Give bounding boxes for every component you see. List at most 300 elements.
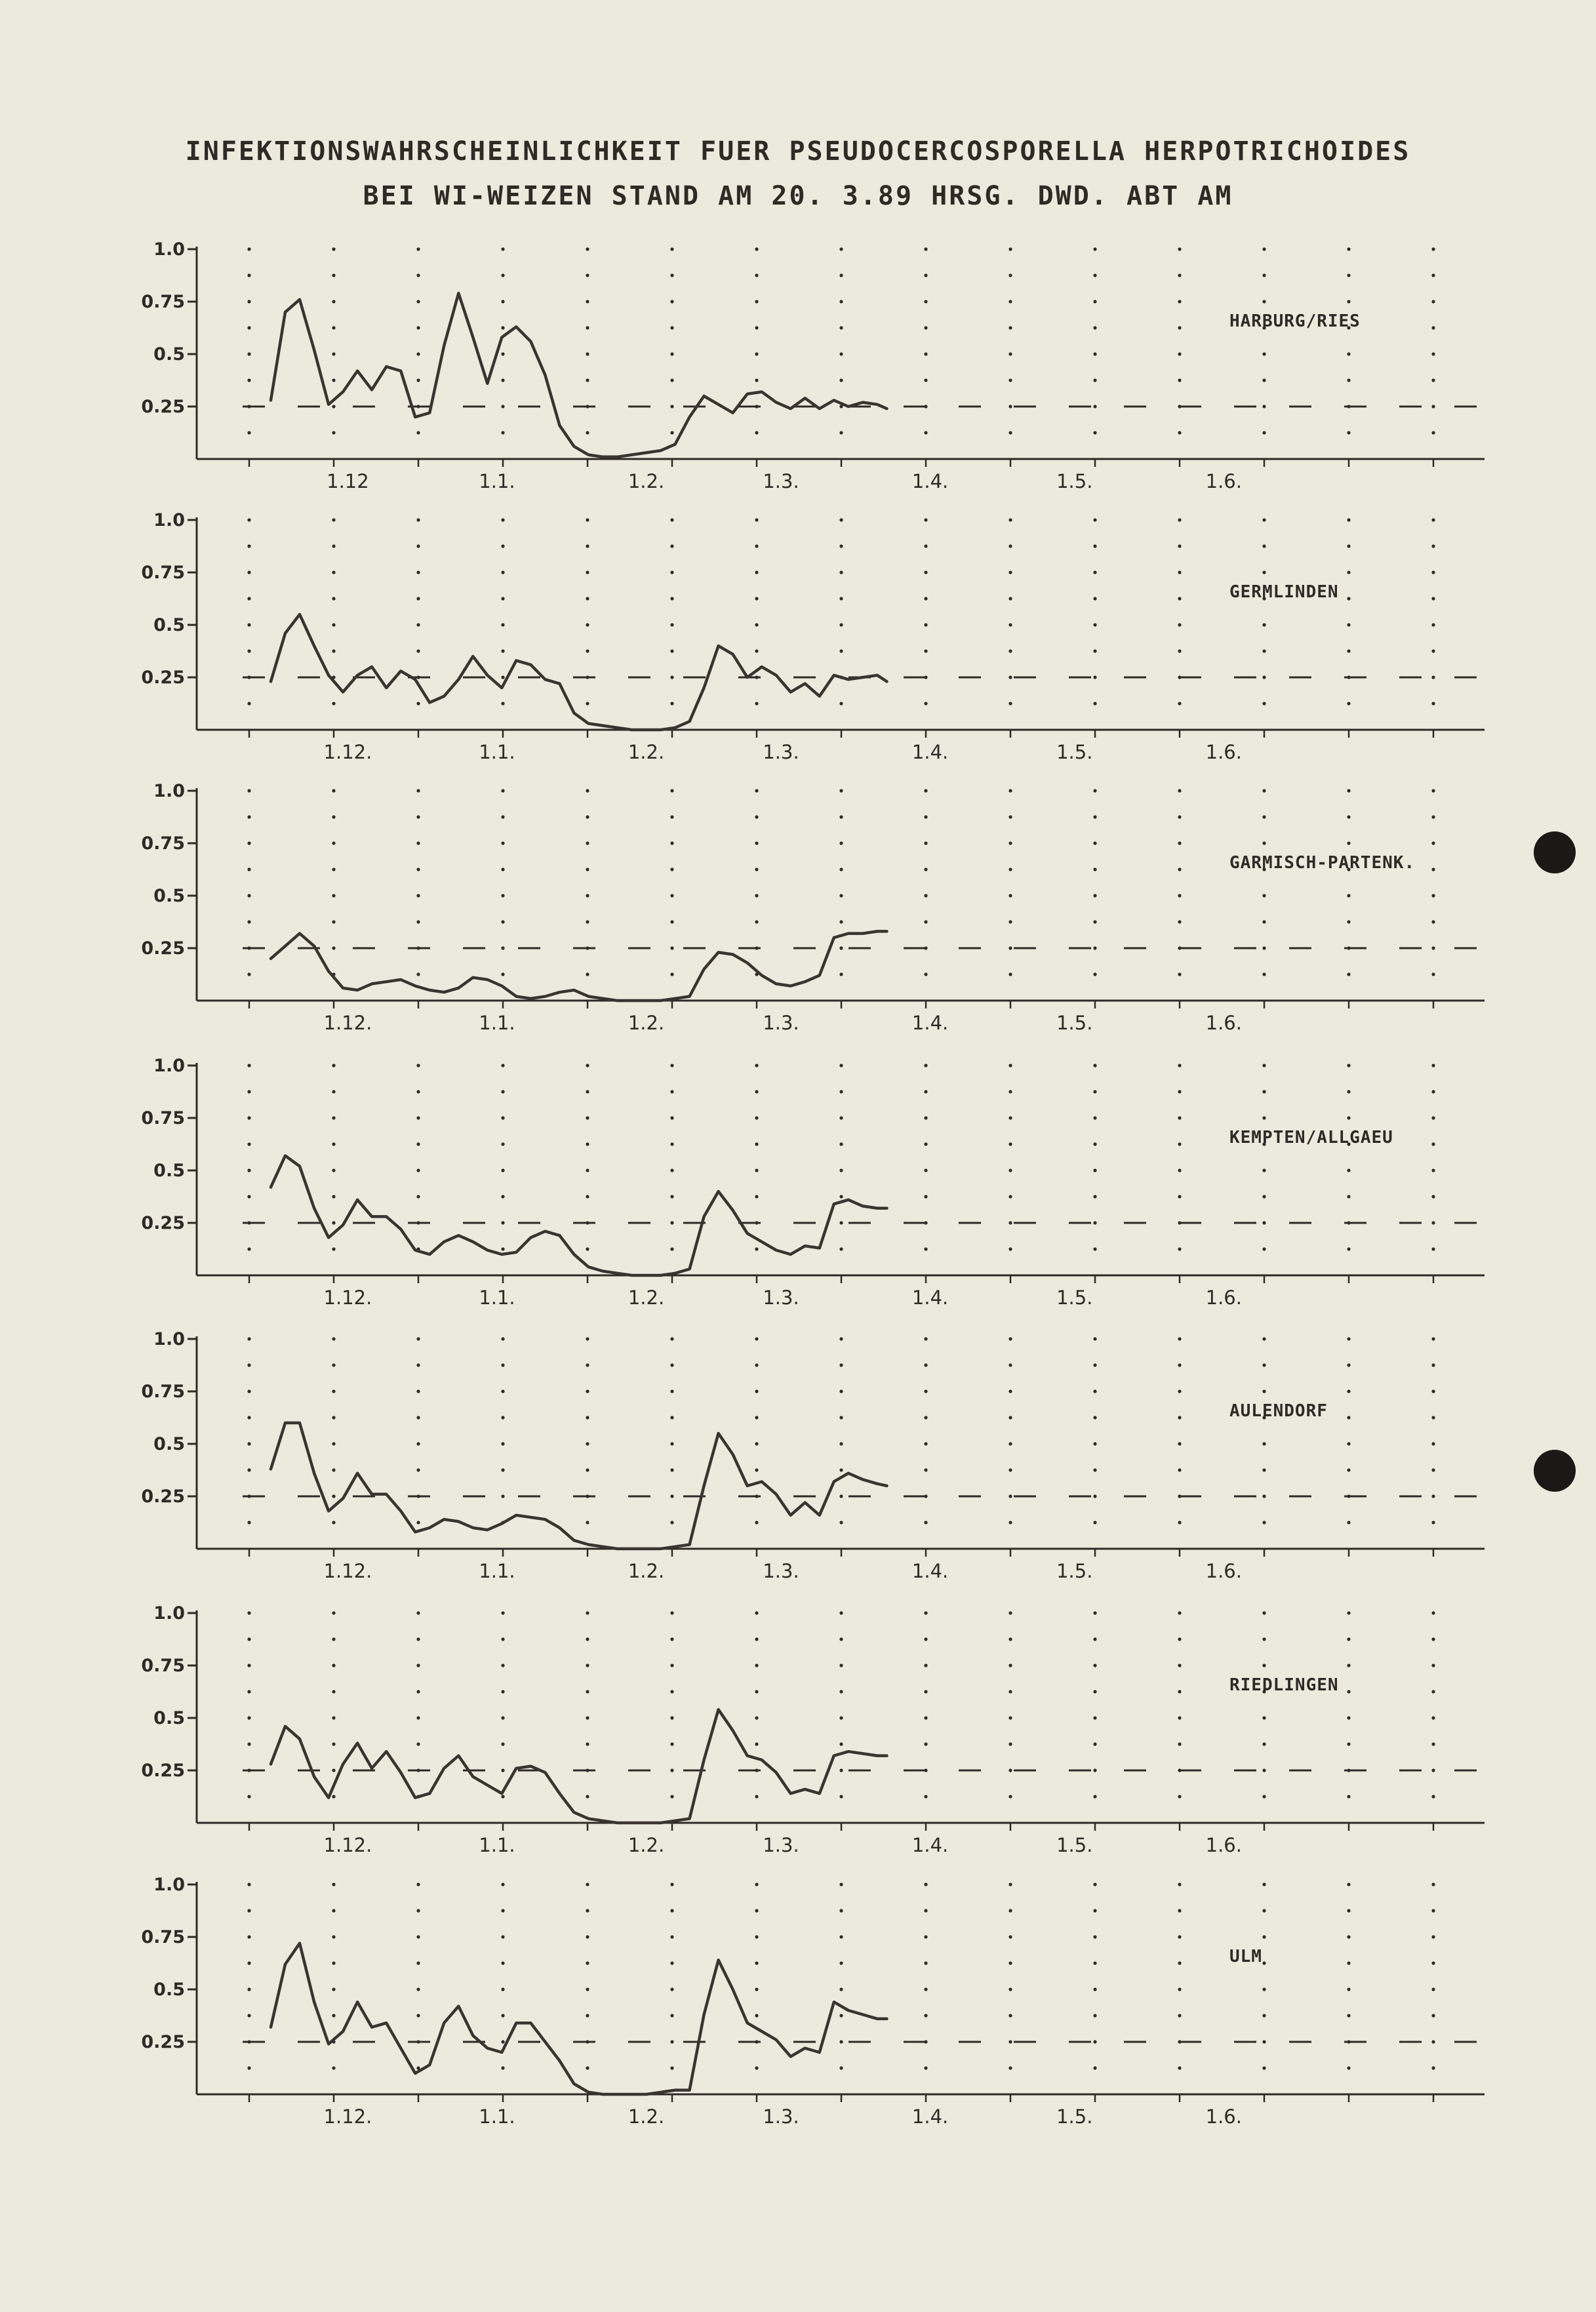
grid-dot [1431,1795,1435,1798]
grid-dot [1347,1389,1350,1393]
grid-dot [1008,649,1012,652]
grid-dot [416,1116,420,1119]
grid-dot [247,1742,250,1745]
grid-dot [416,1935,420,1938]
grid-dot [416,1987,420,1991]
grid-dot [1008,1716,1012,1719]
grid-dot [416,544,420,548]
grid-dot [1093,1221,1096,1224]
grid-dot [1262,841,1266,845]
grid-dot [247,1987,250,1991]
grid-dot [755,1883,758,1886]
grid-dot [839,2014,843,2017]
grid-dot [1178,1363,1181,1366]
grid-dot [755,649,758,652]
grid-dot [1178,352,1181,355]
grid-dot [1093,544,1096,548]
grid-dot [924,1795,927,1798]
grid-dot [501,867,504,871]
grid-dot [670,405,673,408]
grid-dot [670,597,673,600]
grid-dot [1431,1611,1435,1614]
grid-dot [839,1883,843,1886]
grid-dot [332,1142,335,1146]
grid-dot [1178,1116,1181,1119]
grid-dot [1431,815,1435,818]
x-tick-label: 1.6. [1205,741,1242,763]
y-tick-label: 1.0 [153,1329,185,1349]
x-tick-label: 1.2. [628,741,665,763]
grid-dot [1008,1442,1012,1445]
grid-dot [1178,1664,1181,1667]
grid-dot [1093,352,1096,355]
x-tick-label: 1.1. [479,470,515,492]
grid-dot [924,649,927,652]
grid-dot [416,378,420,382]
grid-dot [1093,1168,1096,1172]
grid-dot [1008,789,1012,792]
grid-dot [586,1468,589,1471]
grid-dot [416,649,420,652]
grid-dot [586,894,589,897]
grid-dot [1431,1363,1435,1366]
grid-dot [755,1090,758,1093]
grid-dot [1093,946,1096,949]
grid-dot [1178,1742,1181,1745]
grid-dot [1008,1909,1012,1912]
grid-dot [1347,920,1350,923]
grid-dot [670,867,673,871]
y-tick-label: 0.75 [141,563,185,583]
grid-dot [1008,1337,1012,1340]
grid-dot [1262,273,1266,277]
data-curve-3 [271,931,887,1001]
grid-dot [1431,1221,1435,1224]
station-label: HARBURG/RIES [1229,311,1361,331]
grid-dot [332,1221,335,1224]
grid-dot [1431,1521,1435,1524]
grid-dot [1347,1442,1350,1445]
grid-dot [755,1247,758,1250]
grid-dot [416,300,420,303]
grid-dot [1093,2040,1096,2043]
grid-dot [1431,841,1435,845]
grid-dot [586,1795,589,1798]
grid-dot [586,378,589,382]
grid-dot [586,1716,589,1719]
grid-dot [755,1716,758,1719]
grid-dot [416,1064,420,1067]
grid-dot [670,1742,673,1745]
grid-dot [1262,1521,1266,1524]
grid-dot [839,1142,843,1146]
grid-dot [1431,1468,1435,1471]
y-tick-label: 0.25 [141,397,185,417]
grid-dot [1347,1742,1350,1745]
grid-dot [1093,1363,1096,1366]
grid-dot [501,1611,504,1614]
grid-dot [1093,326,1096,329]
grid-dot [924,789,927,792]
grid-dot [755,1664,758,1667]
grid-dot [670,1090,673,1093]
grid-dot [1008,378,1012,382]
grid-dot [1093,702,1096,705]
grid-dot [755,1961,758,1964]
grid-dot [755,2014,758,2017]
x-tick-label: 1.12. [323,1560,372,1582]
grid-dot [1093,1494,1096,1498]
grid-dot [755,1389,758,1393]
y-tick-label: 0.5 [153,1708,185,1728]
grid-dot [755,841,758,845]
grid-dot [1347,273,1350,277]
grid-dot [247,597,250,600]
grid-dot [839,1716,843,1719]
grid-dot [670,972,673,976]
grid-dot [247,326,250,329]
grid-dot [755,867,758,871]
grid-dot [1347,1961,1350,1964]
grid-dot [1262,405,1266,408]
grid-dot [332,1690,335,1693]
y-tick-label: 0.5 [153,1980,185,2000]
grid-dot [1347,702,1350,705]
y-tick-label: 0.75 [141,833,185,854]
grid-dot [839,1909,843,1912]
grid-dot [755,352,758,355]
grid-dot [1008,972,1012,976]
grid-dot [1178,570,1181,574]
grid-dot [247,1664,250,1667]
y-tick-label: 0.75 [141,1382,185,1402]
grid-dot [247,1090,250,1093]
grid-dot [1008,1883,1012,1886]
x-tick-label: 1.5. [1056,1560,1093,1582]
y-tick-label: 0.75 [141,1927,185,1947]
grid-dot [924,920,927,923]
grid-dot [416,1337,420,1340]
grid-dot [755,544,758,548]
grid-dot [755,1195,758,1198]
grid-dot [1093,675,1096,679]
grid-dot [501,789,504,792]
grid-dot [924,1521,927,1524]
grid-dot [501,1987,504,1991]
grid-dot [839,597,843,600]
x-tick-label: 1.12. [323,1286,372,1309]
grid-dot [1431,1195,1435,1198]
grid-dot [416,518,420,521]
grid-dot [839,920,843,923]
grid-dot [332,1637,335,1641]
grid-dot [1093,1416,1096,1419]
y-tick-label: 0.5 [153,344,185,365]
grid-dot [755,1637,758,1641]
chart-panel-4 [141,1056,1485,1309]
grid-dot [416,570,420,574]
grid-dot [924,1064,927,1067]
grid-dot [755,597,758,600]
grid-dot [332,378,335,382]
grid-dot [1347,649,1350,652]
grid-dot [332,815,335,818]
grid-dot [1093,570,1096,574]
grid-dot [1347,972,1350,976]
grid-dot [501,1935,504,1938]
grid-dot [586,1961,589,1964]
grid-dot [586,1521,589,1524]
grid-dot [1093,1468,1096,1471]
grid-dot [1431,1442,1435,1445]
grid-dot [670,894,673,897]
grid-dot [755,1742,758,1745]
grid-dot [1347,894,1350,897]
grid-dot [1178,544,1181,548]
grid-dot [247,1116,250,1119]
grid-dot [501,1690,504,1693]
grid-dot [755,815,758,818]
grid-dot [839,815,843,818]
grid-dot [670,1716,673,1719]
x-tick-label: 1.2. [628,1286,665,1309]
grid-dot [332,1247,335,1250]
grid-dot [1093,2066,1096,2069]
x-tick-label: 1.6. [1205,470,1242,492]
grid-dot [586,1935,589,1938]
data-curve-6 [271,1709,887,1823]
grid-dot [332,597,335,600]
grid-dot [332,431,335,434]
grid-dot [501,623,504,626]
grid-dot [839,273,843,277]
grid-dot [1008,597,1012,600]
grid-dot [247,431,250,434]
grid-dot [839,1987,843,1991]
y-tick-label: 0.5 [153,1434,185,1454]
chart-panel-5 [141,1329,1485,1582]
grid-dot [1178,789,1181,792]
grid-dot [1431,702,1435,705]
grid-dot [839,789,843,792]
grid-dot [416,1195,420,1198]
grid-dot [586,1690,589,1693]
grid-dot [1262,1909,1266,1912]
grid-dot [1431,1337,1435,1340]
grid-dot [1008,1221,1012,1224]
grid-dot [670,1468,673,1471]
grid-dot [332,300,335,303]
grid-dot [924,352,927,355]
grid-dot [1008,2040,1012,2043]
y-tick-label: 0.5 [153,615,185,635]
x-tick-label: 1.3. [763,1012,799,1034]
grid-dot [1347,789,1350,792]
grid-dot [1431,1637,1435,1641]
grid-dot [501,597,504,600]
grid-dot [1008,544,1012,548]
grid-dot [1093,2014,1096,2017]
grid-dot [755,1987,758,1991]
grid-dot [755,1521,758,1524]
grid-dot [1008,1168,1012,1172]
grid-dot [1178,1716,1181,1719]
grid-dot [1008,1389,1012,1393]
grid-dot [1008,431,1012,434]
grid-dot [1093,1195,1096,1198]
grid-dot [501,300,504,303]
grid-dot [1347,2066,1350,2069]
grid-dot [1347,1987,1350,1991]
grid-dot [332,570,335,574]
grid-dot [1431,1883,1435,1886]
grid-dot [332,1195,335,1198]
grid-dot [1347,1168,1350,1172]
grid-dot [1262,1389,1266,1393]
grid-dot [1008,1468,1012,1471]
x-tick-label: 1.3. [763,1560,799,1582]
grid-dot [924,972,927,976]
grid-dot [670,1195,673,1198]
x-tick-label: 1.2. [628,470,665,492]
grid-dot [501,544,504,548]
grid-dot [1262,1468,1266,1471]
grid-dot [1347,1909,1350,1912]
grid-dot [755,326,758,329]
grid-dot [1178,518,1181,521]
grid-dot [1178,1611,1181,1614]
grid-dot [1093,1716,1096,1719]
grid-dot [670,1883,673,1886]
grid-dot [1008,1195,1012,1198]
grid-dot [839,894,843,897]
grid-dot [332,946,335,949]
x-tick-label: 1.6. [1205,1012,1242,1034]
grid-dot [332,544,335,548]
grid-dot [247,544,250,548]
grid-dot [1093,1664,1096,1667]
grid-dot [670,326,673,329]
grid-dot [670,1664,673,1667]
grid-dot [755,518,758,521]
y-tick-label: 0.75 [141,292,185,312]
grid-dot [670,649,673,652]
grid-dot [586,300,589,303]
grid-dot [1178,1795,1181,1798]
grid-dot [1431,1935,1435,1938]
grid-dot [416,972,420,976]
grid-dot [416,352,420,355]
grid-dot [247,1716,250,1719]
grid-dot [1431,675,1435,679]
grid-dot [1093,518,1096,521]
grid-dot [924,1987,927,1991]
grid-dot [755,570,758,574]
grid-dot [1347,352,1350,355]
grid-dot [839,1337,843,1340]
grid-dot [332,1363,335,1366]
grid-dot [416,920,420,923]
grid-dot [1178,273,1181,277]
grid-dot [501,1195,504,1198]
grid-dot [501,247,504,250]
y-tick-label: 1.0 [153,1875,185,1895]
grid-dot [586,1090,589,1093]
grid-dot [1431,1987,1435,1991]
x-tick-label: 1.6. [1205,1286,1242,1309]
grid-dot [1431,1909,1435,1912]
grid-dot [1008,920,1012,923]
grid-dot [1008,1987,1012,1991]
grid-dot [1262,352,1266,355]
grid-dot [755,1168,758,1172]
grid-dot [1262,1935,1266,1938]
grid-dot [416,431,420,434]
grid-dot [1262,1637,1266,1641]
grid-dot [1262,1716,1266,1719]
grid-dot [1262,431,1266,434]
grid-dot [755,431,758,434]
grid-dot [755,623,758,626]
x-tick-label: 1.4. [911,1286,949,1309]
grid-dot [1347,431,1350,434]
grid-dot [924,1742,927,1745]
grid-dot [1093,1064,1096,1067]
grid-dot [1347,1637,1350,1641]
grid-dot [586,518,589,521]
grid-dot [1093,1389,1096,1393]
grid-dot [416,1442,420,1445]
x-tick-label: 1.1. [479,1834,515,1856]
grid-dot [1093,1883,1096,1886]
grid-dot [1262,1664,1266,1667]
grid-dot [1347,518,1350,521]
x-tick-label: 1.6. [1205,1560,1242,1582]
grid-dot [247,1195,250,1198]
chart-panel-2 [141,510,1485,763]
chart-title-line-2: BEI WI-WEIZEN STAND AM 20. 3.89 HRSG. DWD. ABT AM [363,181,1233,211]
grid-dot [1347,1935,1350,1938]
grid-dot [670,2066,673,2069]
grid-dot [1008,1494,1012,1498]
grid-dot [1262,247,1266,250]
grid-dot [332,1389,335,1393]
grid-dot [1262,894,1266,897]
grid-dot [247,920,250,923]
grid-dot [1178,247,1181,250]
grid-dot [839,702,843,705]
grid-dot [670,1987,673,1991]
grid-dot [1093,247,1096,250]
grid-dot [1093,1768,1096,1772]
grid-dot [1093,649,1096,652]
grid-dot [924,544,927,548]
y-tick-label: 0.5 [153,1161,185,1181]
grid-dot [247,1416,250,1419]
grid-dot [924,1389,927,1393]
grid-dot [924,894,927,897]
grid-dot [670,431,673,434]
grid-dot [1008,2014,1012,2017]
grid-dot [1347,1611,1350,1614]
x-tick-label: 1.2. [628,1834,665,1856]
grid-dot [1262,1116,1266,1119]
grid-dot [1008,405,1012,408]
grid-dot [586,326,589,329]
x-tick-label: 1.3. [763,470,799,492]
grid-dot [247,894,250,897]
grid-dot [416,867,420,871]
